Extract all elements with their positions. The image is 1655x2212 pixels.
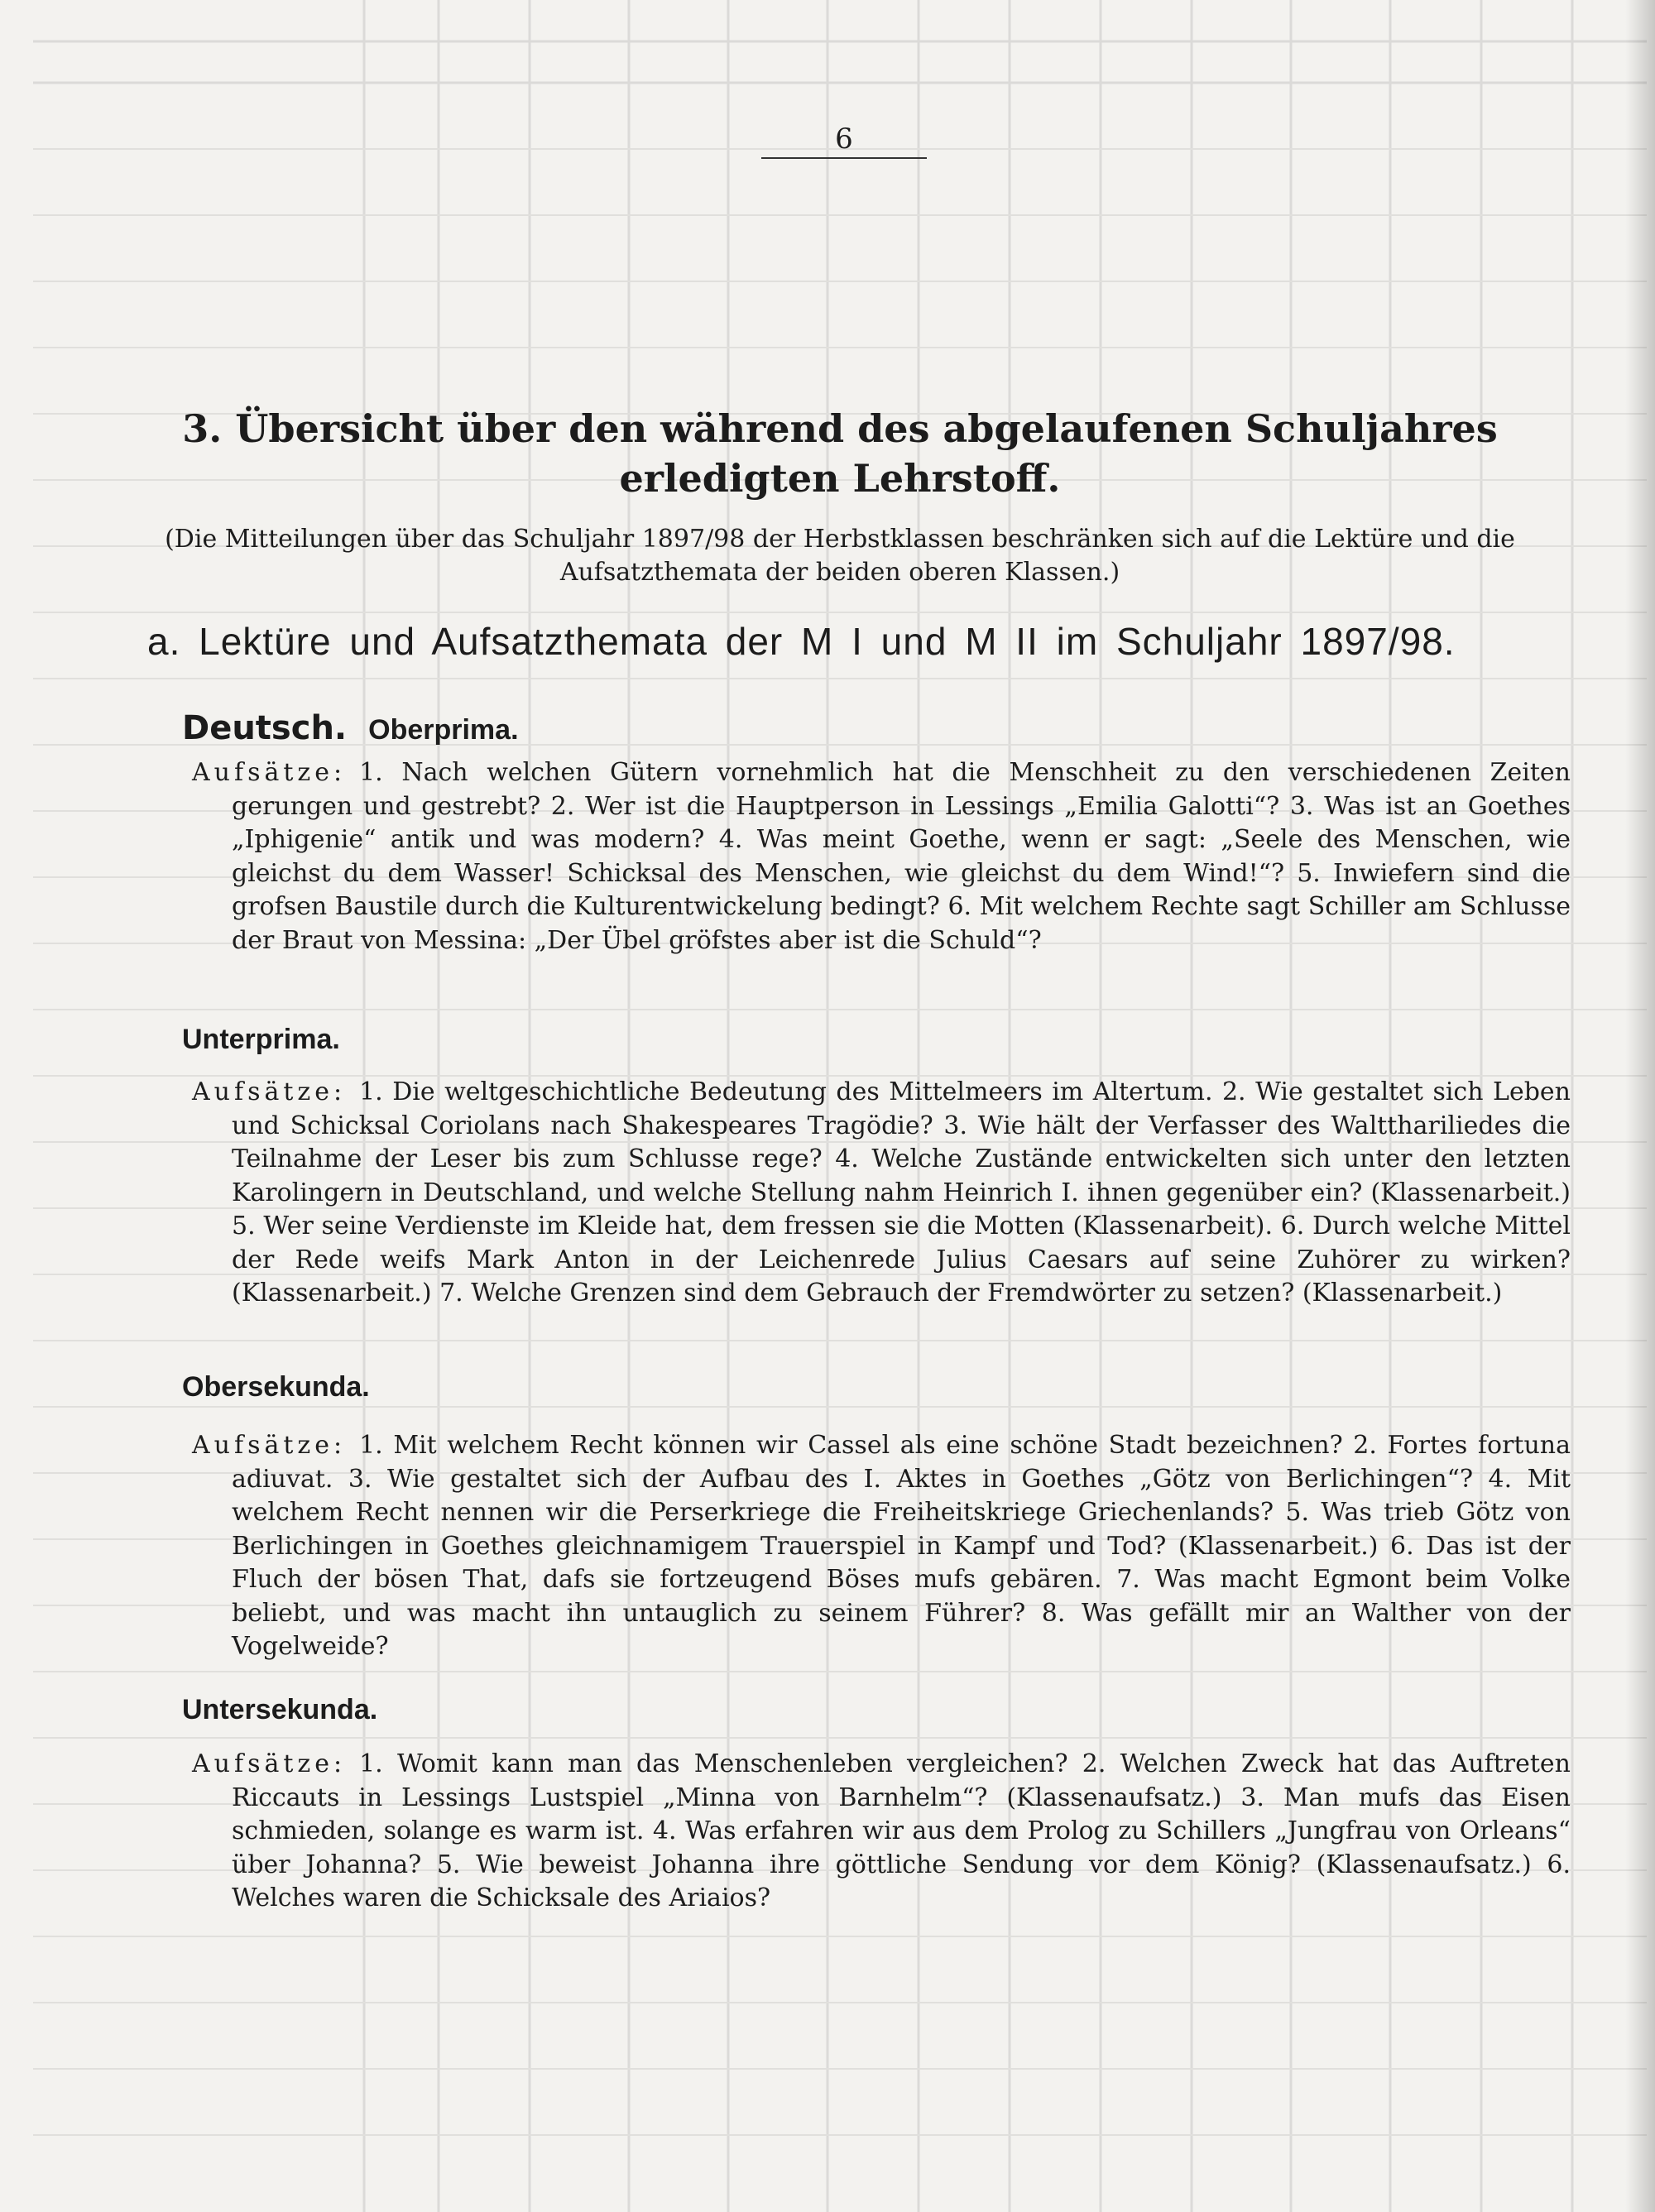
heading-untersekunda [182,1694,377,1726]
subject-heading: Deutsch. [182,709,348,747]
essay-label: Aufsätze: [192,1077,347,1106]
page-number-rule [761,157,927,159]
essay-label: Aufsätze: [192,758,347,787]
essay-label: Aufsätze: [192,1431,347,1460]
essay-text: 1. Mit welchem Recht können wir Cassel als eine schöne Stadt bezeichnen? 2. Fortes fortuna adiuvat. 3. Wie gestaltet sich der Aufbau des I. Aktes in Goethes „Götz von Berlichingen“? 4. Mit welchem Recht nennen wir die Perserkriege die Freiheitskriege Griechenlands? 5. Was trieb Götz von Berlichingen in Goethes gleichnamigem Trauerspiel in Kampf und Tod? (Klassenarbeit.) 6. Das ist der Fluch der bösen That, dafs sie fortzeugend Böses mufs gebären. 7. Was macht Egmont beim Volke beliebt, und was macht ihn untauglich zu seinem Führer? 8. Was gefällt mir an Walther von der Vogelweide? [232,1431,1571,1661]
heading-obersekunda [182,1371,370,1403]
class-heading: Oberprima. [368,714,519,746]
essay-list-unterprima [192,1076,1571,1311]
essay-list-obersekunda [192,1429,1571,1664]
essay-list-untersekunda [192,1748,1571,1916]
essay-list-oberprima [192,756,1571,957]
essay-text: 1. Nach welchen Gütern vornehmlich hat die Menschheit zu den verschiedenen Zeiten gerungen und gestrebt? 2. Wer ist die Hauptperson in Lessings „Emilia Galotti“? 3. Was ist an Goethes „Iphigenie“ antik und was modern? 4. Was meint Goethe, wenn er sagt: „Seele des Menschen, wie gleichst du dem Wasser! Schicksal des Menschen, wie gleichst du dem Wind!“? 5. Inwiefern sind die grofsen Baustile durch die Kulturentwickelung bedingt? 6. Mit welchem Rechte sagt Schiller am Schlusse der Braut von Messina: „Der Übel gröfstes aber ist die Schuld“? [232,758,1571,955]
class-heading: Obersekunda. [182,1371,370,1403]
class-heading: Unterprima. [182,1024,340,1055]
section-note: (Die Mitteilungen über das Schuljahr 1897/98 der Herbstklassen beschränken sich auf die Lektüre und die Aufsatzthemata der beiden oberen Klassen.) [165,525,1515,587]
essay-text: 1. Die weltgeschichtliche Bedeutung des Mittelmeers im Altertum. 2. Wie gestaltet sich Leben und Schicksal Coriolans nach Shakespeares Tragödie? 3. Wie hält der Verfasser des Waltthariliedes die Teilnahme der Leser bis zum Schlusse rege? 4. Welche Zustände entwickelten sich unter den letzten Karolingern in Deutschland, und welche Stellung nahm Heinrich I. ihnen gegenüber ein? (Klassenarbeit.) 5. Wer seine Verdienste im Kleide hat, dem fressen sie die Motten (Klassenarbeit). 6. Durch welche Mittel der Rede weifs Mark Anton in der Leichenrede Julius Caesars auf seine Zuhörer zu wirken? (Klassenarbeit.) 7. Welche Grenzen sind dem Gebrauch der Fremdwörter zu setzen? (Klassenarbeit.) [232,1077,1571,1308]
section-title: 3. Übersicht über den während des abgelaufenen Schuljahres erledigten Lehrstoff. [182,406,1498,501]
class-heading: Untersekunda. [182,1694,378,1725]
heading-oberprima [182,709,519,747]
subsection-title: a. Lektüre und Aufsatzthemata der M I und M II im Schuljahr 1897/98. [147,620,1456,663]
heading-unterprima [182,1024,340,1056]
essay-text: 1. Womit kann man das Menschenleben vergleichen? 2. Welchen Zweck hat das Auftreten Riccauts in Lessings Lustspiel „Minna von Barnhelm“? (Klassenaufsatz.) 3. Man mufs das Eisen schmieden, solange es warm ist. 4. Was erfahren wir aus dem Prolog zu Schillers „Jungfrau von Orleans“ über Johanna? 5. Wie beweist Johanna ihre göttliche Sendung vor dem König? (Klassenaufsatz.) 6. Welches waren die Schicksale des Ariaios? [232,1749,1571,1912]
page-number: 6 [835,122,853,156]
essay-label: Aufsätze: [192,1749,347,1778]
